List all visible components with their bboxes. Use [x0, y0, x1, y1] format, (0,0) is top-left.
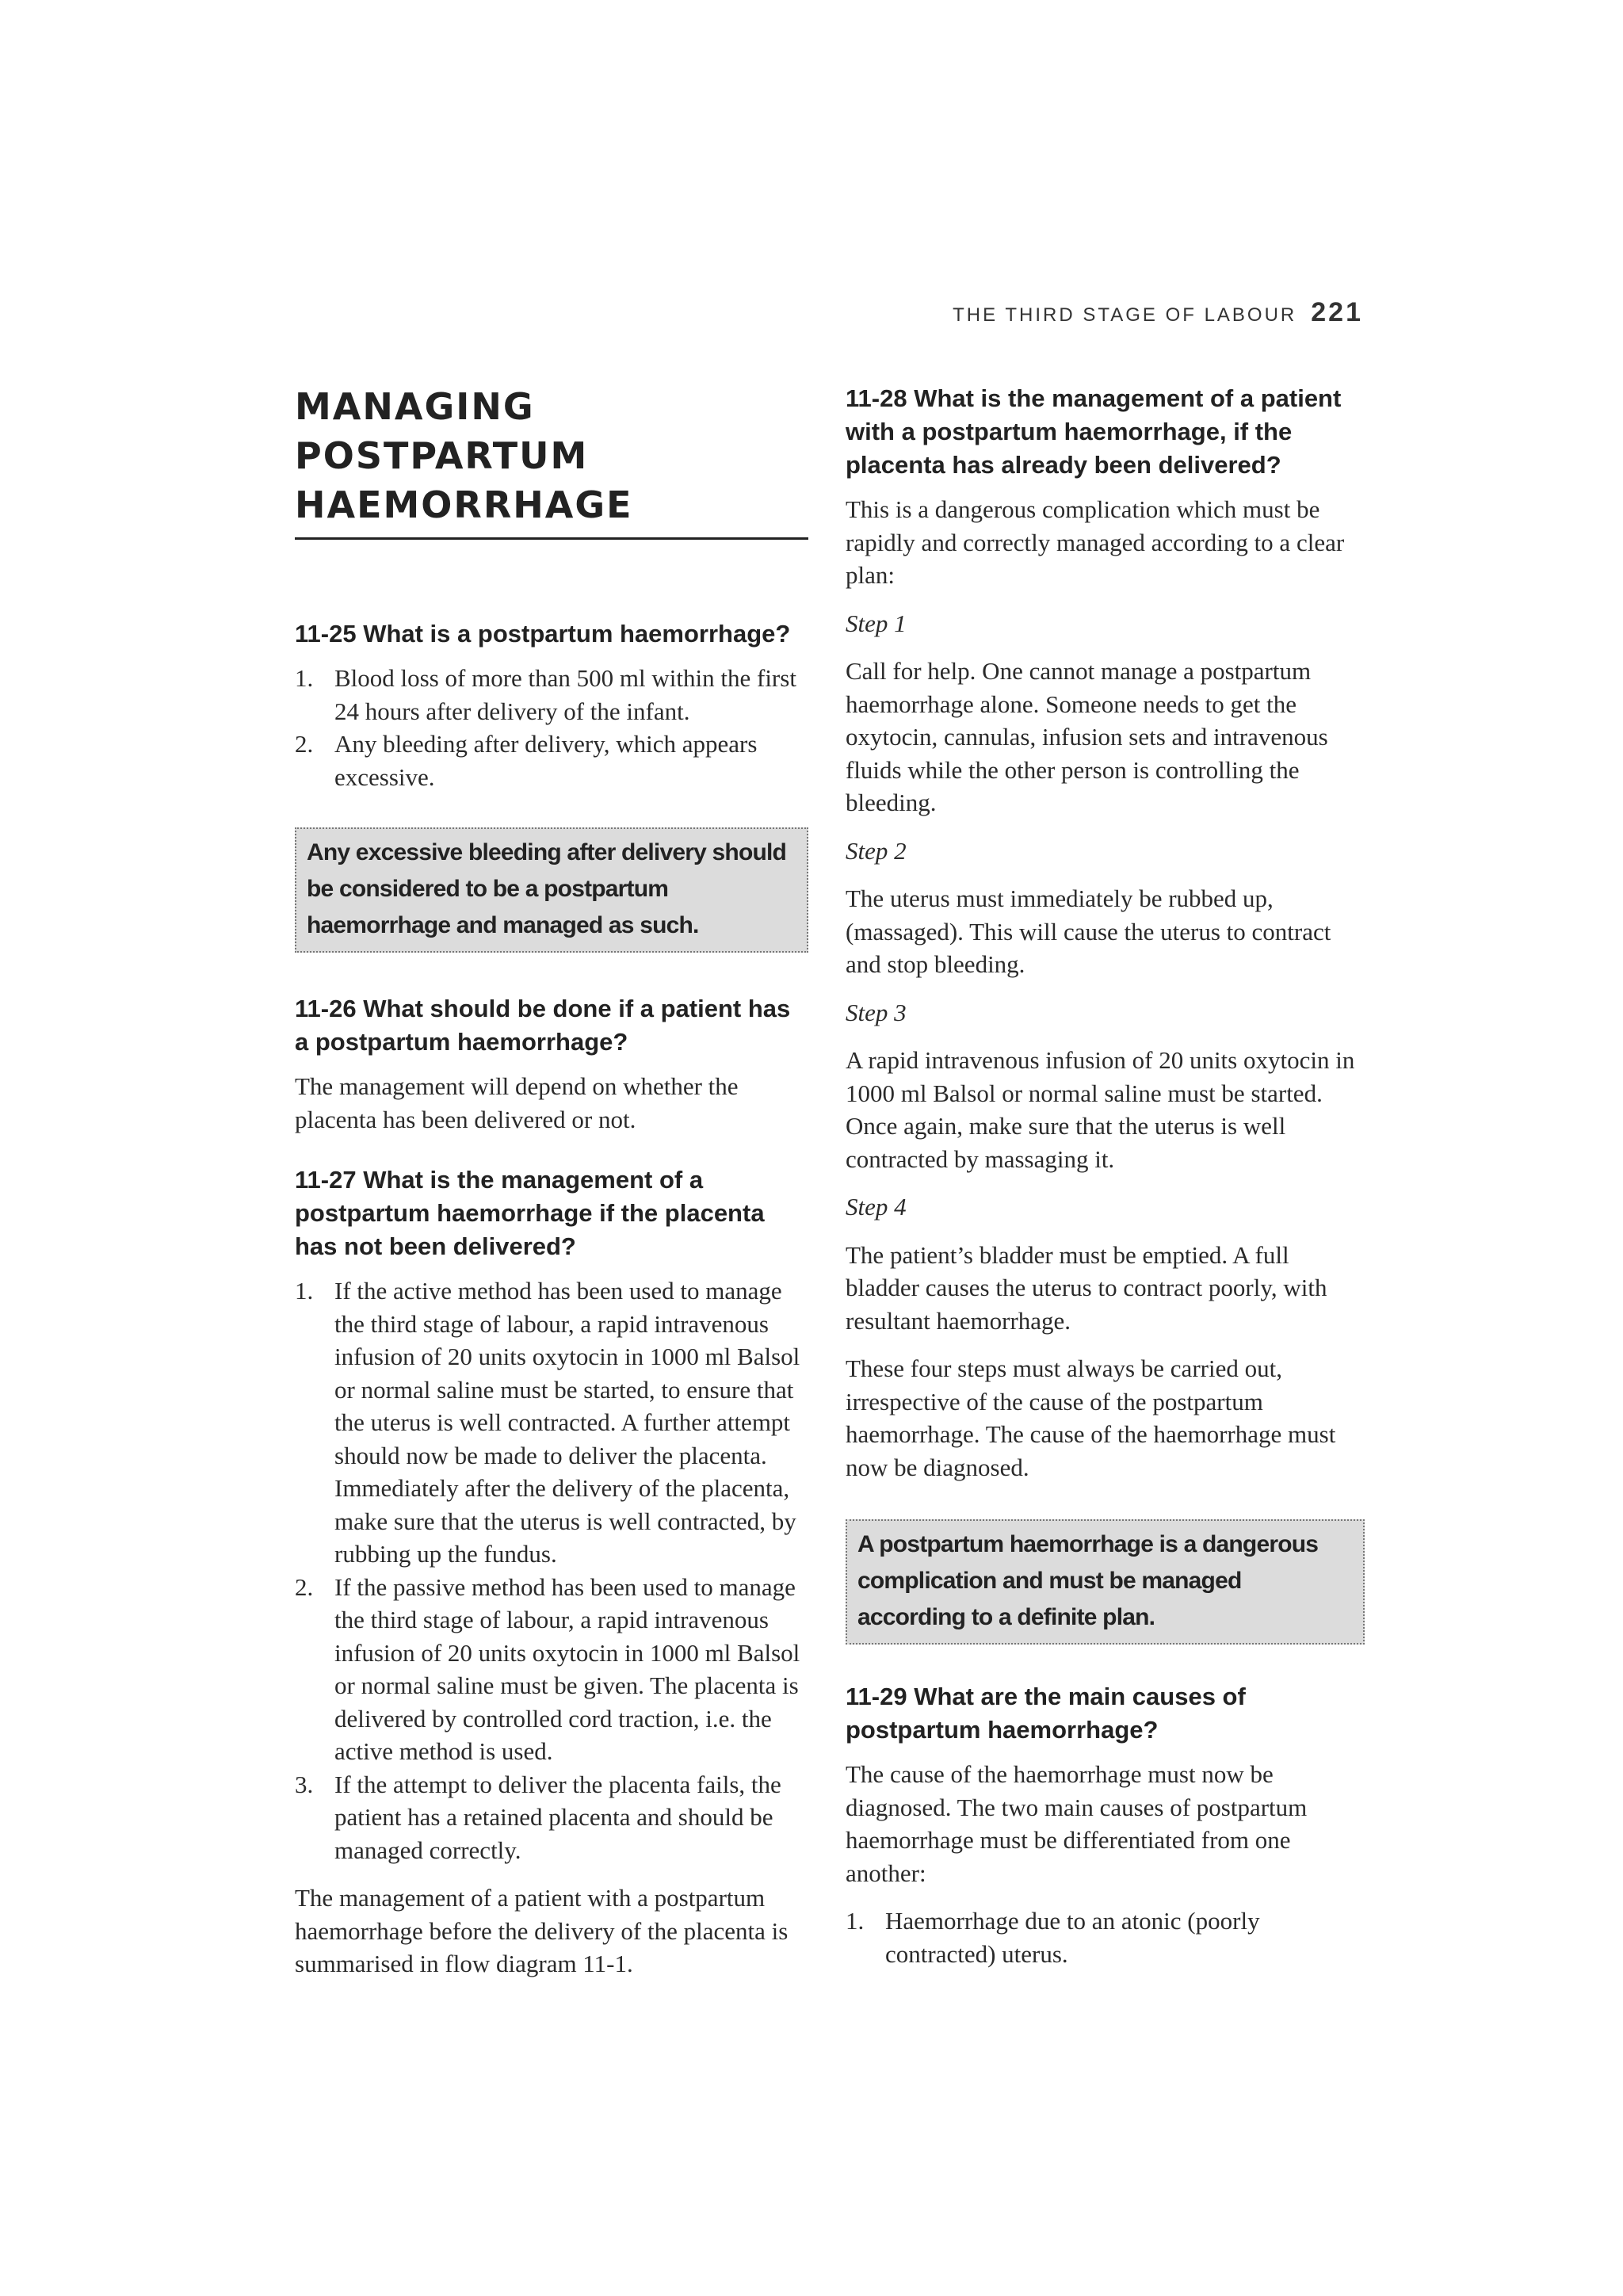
step-1-label: Step 1 [846, 609, 907, 637]
list-item: 3. If the attempt to deliver the placenta fails, the patient has a retained placenta and should be managed correctly. [295, 1770, 781, 1864]
question-11-29-text: The cause of the haemorrhage must now be diagnosed. The two main causes of postpartum haemorrhage must be differentiated from one another: [846, 1760, 1308, 1887]
question-11-28-intro: This is a dangerous complication which must be rapidly and correctly managed according to a clear plan: [846, 495, 1345, 589]
question-11-27-heading: 11-27 What is the management of a postpartum haemorrhage if the placenta has not been delivered? [295, 1166, 765, 1260]
step-2-text: The uterus must immediately be rubbed up, (massaged). This will cause the uterus to contract and stop bleeding. [846, 884, 1331, 978]
page-number: 221 [1311, 297, 1363, 327]
step-4-text: The patient’s bladder must be emptied. A full bladder causes the uterus to contract poorly, with resultant haemorrhage. [846, 1240, 1327, 1335]
question-11-27-list [295, 1274, 808, 1866]
question-11-28-closing: These four steps must always be carried out, irrespective of the cause of the postpartum haemorrhage. The cause of the haemorrhage must now be diagnosed. [846, 1354, 1336, 1481]
question-11-28-heading: 11-28 What is the management of a patient with a postpartum haemorrhage, if the placenta has already been delivered? [846, 384, 1342, 479]
question-11-26-text: The management will depend on whether the placenta has been delivered or not. [295, 1072, 739, 1133]
question-11-26-heading: 11-26 What should be done if a patient has a postpartum haemorrhage? [295, 995, 791, 1056]
callout-box-excessive-bleeding: Any excessive bleeding after delivery should be considered to be a postpartum haemorrhage and managed as such. [295, 827, 808, 953]
question-11-29-list [846, 1904, 1365, 1970]
list-item: 2. If the passive method has been used to manage the third stage of labour, a rapid intravenous infusion of 20 units oxytocin in 1000 ml Balsol or normal saline must be given. The placenta is delivered by controlled cord traction, i.e. the active method is used. [295, 1572, 800, 1765]
step-2-label: Step 2 [846, 836, 907, 865]
step-4-label: Step 4 [846, 1193, 907, 1221]
question-11-29-heading: 11-29 What are the main causes of postpartum haemorrhage? [846, 1683, 1246, 1744]
running-header [293, 297, 1363, 328]
right-column [846, 382, 1365, 1985]
list-item: 1. Haemorrhage due to an atonic (poorly contracted) uterus. [846, 1907, 1260, 1968]
question-11-27-summary: The management of a patient with a postpartum haemorrhage before the delivery of the placenta is summarised in flow diagram 11-1. [295, 1884, 789, 1977]
list-item: 2. Any bleeding after delivery, which appears excessive. [295, 730, 758, 791]
step-3-label: Step 3 [846, 998, 907, 1026]
left-column [295, 382, 808, 1996]
section-title: MANAGING POSTPARTUM HAEMORRHAGE [295, 382, 808, 540]
step-1-text: Call for help. One cannot manage a postpartum haemorrhage alone. Someone needs to get the oxytocin, cannulas, infusion sets and intravenous fluids while the other person is controlling the bleeding. [846, 657, 1328, 816]
question-11-25-heading: 11-25 What is a postpartum haemorrhage? [295, 620, 791, 648]
callout-box-dangerous-complication: A postpartum haemorrhage is a dangerous complication and must be managed according to a definite plan. [846, 1519, 1365, 1645]
step-3-text: A rapid intravenous infusion of 20 units oxytocin in 1000 ml Balsol or normal saline must be started. Once again, make sure that the uterus is well contracted by massaging it. [846, 1046, 1355, 1173]
running-title: THE THIRD STAGE OF LABOUR [953, 304, 1297, 326]
list-item: 1. If the active method has been used to manage the third stage of labour, a rapid intravenous infusion of 20 units oxytocin in 1000 ml Balsol or normal saline must be started, to ensure that the uterus is well contracted. A further attempt should now be made to deliver the placenta. Immediately after the delivery of the placenta, make sure that the uterus is well contracted, by rubbing up the fundus. [295, 1277, 800, 1568]
question-11-25-list [295, 662, 808, 793]
list-item: 1. Blood loss of more than 500 ml within the first 24 hours after delivery of the infant. [295, 664, 796, 725]
